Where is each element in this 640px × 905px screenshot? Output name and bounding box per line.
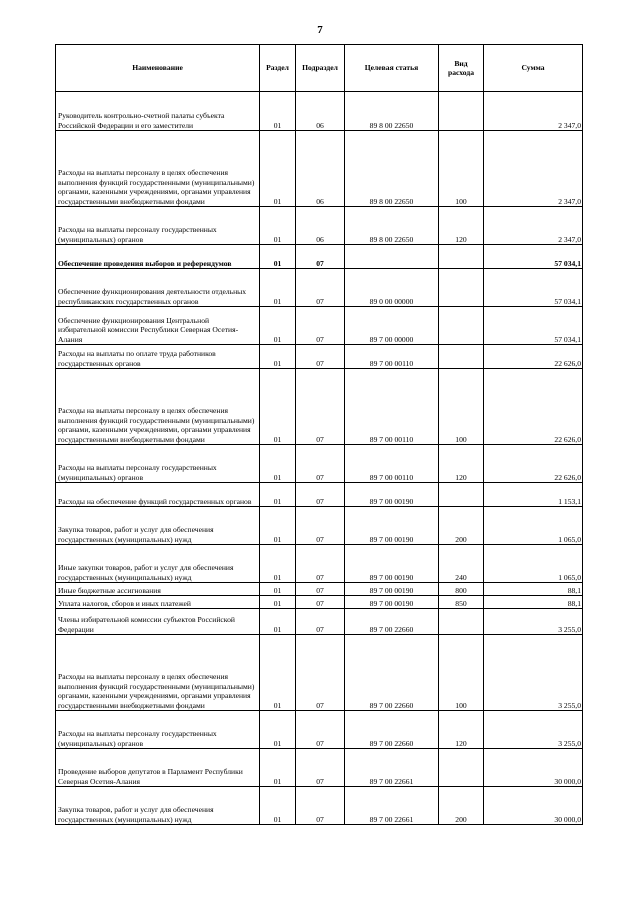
table-header-row — [56, 45, 583, 92]
cell-amount: 57 034,1 — [484, 269, 583, 307]
header-subsection: Подраздел — [296, 45, 345, 92]
cell-subsection: 07 — [296, 583, 345, 596]
cell-target: 89 7 00 00110 — [345, 445, 439, 483]
cell-section: 01 — [260, 583, 296, 596]
cell-target: 89 7 00 22660 — [345, 609, 439, 635]
cell-name: Расходы на выплаты персоналу государственных (муниципальных) органов — [56, 711, 260, 749]
cell-name: Обеспечение функционирования деятельности отдельных республиканских государственных органов — [56, 269, 260, 307]
cell-amount: 1 153,1 — [484, 483, 583, 507]
cell-amount: 57 034,1 — [484, 307, 583, 345]
cell-expense-type — [439, 92, 484, 131]
cell-name: Уплата налогов, сборов и иных платежей — [56, 596, 260, 609]
table-row — [56, 483, 583, 507]
cell-target — [345, 245, 439, 269]
cell-section: 01 — [260, 307, 296, 345]
cell-name: Иные закупки товаров, работ и услуг для обеспечения государственных (муниципальных) нужд — [56, 545, 260, 583]
cell-target: 89 7 00 22660 — [345, 711, 439, 749]
table-row — [56, 596, 583, 609]
cell-subsection: 06 — [296, 92, 345, 131]
cell-subsection: 07 — [296, 269, 345, 307]
cell-subsection: 07 — [296, 749, 345, 787]
cell-target: 89 7 00 00110 — [345, 369, 439, 445]
cell-target: 89 7 00 00110 — [345, 345, 439, 369]
cell-amount: 30 000,0 — [484, 749, 583, 787]
cell-amount: 57 034,1 — [484, 245, 583, 269]
cell-name: Расходы на выплаты персоналу в целях обеспечения выполнения функций государственными (муниципальными) органами, казенными учреждениями, органами управления государственными внебюджетными фондами — [56, 369, 260, 445]
cell-expense-type: 120 — [439, 711, 484, 749]
cell-expense-type: 200 — [439, 787, 484, 825]
page-number: 7 — [317, 24, 323, 36]
cell-section: 01 — [260, 635, 296, 711]
table-body — [56, 92, 583, 825]
cell-name: Закупка товаров, работ и услуг для обеспечения государственных (муниципальных) нужд — [56, 787, 260, 825]
budget-table — [55, 44, 583, 825]
cell-name: Члены избирательной комиссии субъектов Российской Федерации — [56, 609, 260, 635]
cell-section: 01 — [260, 345, 296, 369]
cell-expense-type: 850 — [439, 596, 484, 609]
table-row — [56, 545, 583, 583]
cell-section: 01 — [260, 711, 296, 749]
table-row — [56, 609, 583, 635]
cell-name: Обеспечение проведения выборов и референдумов — [56, 245, 260, 269]
cell-subsection: 06 — [296, 207, 345, 245]
cell-subsection: 07 — [296, 483, 345, 507]
cell-name: Расходы на выплаты персоналу государственных (муниципальных) органов — [56, 445, 260, 483]
cell-expense-type — [439, 245, 484, 269]
cell-expense-type: 200 — [439, 507, 484, 545]
table-row — [56, 207, 583, 245]
table-row — [56, 445, 583, 483]
cell-target: 89 7 00 00190 — [345, 483, 439, 507]
cell-target: 89 7 00 00000 — [345, 307, 439, 345]
table-row — [56, 787, 583, 825]
table-row — [56, 749, 583, 787]
cell-name: Проведение выборов депутатов в Парламент Республики Северная Осетия-Алания — [56, 749, 260, 787]
cell-amount: 22 626,0 — [484, 445, 583, 483]
cell-name: Расходы на выплаты по оплате труда работников государственных органов — [56, 345, 260, 369]
cell-amount: 2 347,0 — [484, 92, 583, 131]
cell-section: 01 — [260, 483, 296, 507]
cell-amount: 2 347,0 — [484, 207, 583, 245]
cell-name: Обеспечение функционирования Центральной избирательной комиссии Республики Северная Осетия-Алания — [56, 307, 260, 345]
cell-target: 89 8 00 22650 — [345, 92, 439, 131]
cell-subsection: 07 — [296, 245, 345, 269]
cell-subsection: 07 — [296, 711, 345, 749]
cell-amount: 3 255,0 — [484, 635, 583, 711]
cell-subsection: 07 — [296, 609, 345, 635]
cell-amount: 22 626,0 — [484, 369, 583, 445]
table-row — [56, 131, 583, 207]
header-section: Раздел — [260, 45, 296, 92]
cell-expense-type: 100 — [439, 635, 484, 711]
header-amount: Сумма — [484, 45, 583, 92]
table-row — [56, 583, 583, 596]
cell-expense-type — [439, 269, 484, 307]
table-row — [56, 245, 583, 269]
cell-name: Иные бюджетные ассигнования — [56, 583, 260, 596]
cell-expense-type: 100 — [439, 369, 484, 445]
cell-subsection: 06 — [296, 131, 345, 207]
cell-section: 01 — [260, 92, 296, 131]
cell-section: 01 — [260, 207, 296, 245]
table-row — [56, 269, 583, 307]
cell-name: Руководитель контрольно-счетной палаты субъекта Российской Федерации и его заместители — [56, 92, 260, 131]
cell-section: 01 — [260, 507, 296, 545]
cell-expense-type: 120 — [439, 445, 484, 483]
cell-amount: 88,1 — [484, 583, 583, 596]
table-row — [56, 711, 583, 749]
cell-subsection: 07 — [296, 345, 345, 369]
cell-target: 89 8 00 22650 — [345, 131, 439, 207]
cell-subsection: 07 — [296, 635, 345, 711]
cell-expense-type: 800 — [439, 583, 484, 596]
cell-name: Расходы на обеспечение функций государственных органов — [56, 483, 260, 507]
cell-subsection: 07 — [296, 596, 345, 609]
cell-amount: 30 000,0 — [484, 787, 583, 825]
cell-target: 89 8 00 22650 — [345, 207, 439, 245]
cell-name: Расходы на выплаты персоналу в целях обеспечения выполнения функций государственными (муниципальными) органами, казенными учреждениями, органами управления государственными внебюджетными фондами — [56, 131, 260, 207]
cell-amount: 88,1 — [484, 596, 583, 609]
cell-target: 89 7 00 00190 — [345, 545, 439, 583]
cell-section: 01 — [260, 131, 296, 207]
cell-subsection: 07 — [296, 307, 345, 345]
cell-subsection: 07 — [296, 369, 345, 445]
table-row — [56, 369, 583, 445]
cell-name: Расходы на выплаты персоналу государственных (муниципальных) органов — [56, 207, 260, 245]
cell-section: 01 — [260, 369, 296, 445]
cell-target: 89 7 00 00190 — [345, 596, 439, 609]
cell-target: 89 0 00 00000 — [345, 269, 439, 307]
cell-expense-type — [439, 609, 484, 635]
cell-target: 89 7 00 22660 — [345, 635, 439, 711]
cell-name: Закупка товаров, работ и услуг для обеспечения государственных (муниципальных) нужд — [56, 507, 260, 545]
cell-subsection: 07 — [296, 787, 345, 825]
table-row — [56, 307, 583, 345]
cell-section: 01 — [260, 445, 296, 483]
cell-target: 89 7 00 22661 — [345, 787, 439, 825]
cell-amount: 2 347,0 — [484, 131, 583, 207]
cell-section: 01 — [260, 609, 296, 635]
table-row — [56, 92, 583, 131]
cell-target: 89 7 00 00190 — [345, 507, 439, 545]
cell-section: 01 — [260, 787, 296, 825]
cell-amount: 3 255,0 — [484, 609, 583, 635]
cell-expense-type — [439, 345, 484, 369]
header-expense-type: Вид расхода — [439, 45, 484, 92]
cell-target: 89 7 00 00190 — [345, 583, 439, 596]
cell-section: 01 — [260, 545, 296, 583]
table-row — [56, 635, 583, 711]
cell-section: 01 — [260, 749, 296, 787]
cell-amount: 1 065,0 — [484, 545, 583, 583]
cell-expense-type: 240 — [439, 545, 484, 583]
table-row — [56, 345, 583, 369]
cell-subsection: 07 — [296, 445, 345, 483]
cell-amount: 1 065,0 — [484, 507, 583, 545]
cell-subsection: 07 — [296, 545, 345, 583]
cell-section: 01 — [260, 245, 296, 269]
table-row — [56, 507, 583, 545]
cell-expense-type: 100 — [439, 131, 484, 207]
cell-target: 89 7 00 22661 — [345, 749, 439, 787]
cell-expense-type — [439, 483, 484, 507]
header-name: Наименование — [56, 45, 260, 92]
cell-section: 01 — [260, 269, 296, 307]
cell-section: 01 — [260, 596, 296, 609]
cell-expense-type — [439, 749, 484, 787]
cell-amount: 22 626,0 — [484, 345, 583, 369]
header-target: Целевая статья — [345, 45, 439, 92]
cell-subsection: 07 — [296, 507, 345, 545]
cell-expense-type — [439, 307, 484, 345]
cell-amount: 3 255,0 — [484, 711, 583, 749]
cell-expense-type: 120 — [439, 207, 484, 245]
cell-name: Расходы на выплаты персоналу в целях обеспечения выполнения функций государственными (муниципальными) органами, казенными учреждениями, органами управления государственными внебюджетными фондами — [56, 635, 260, 711]
